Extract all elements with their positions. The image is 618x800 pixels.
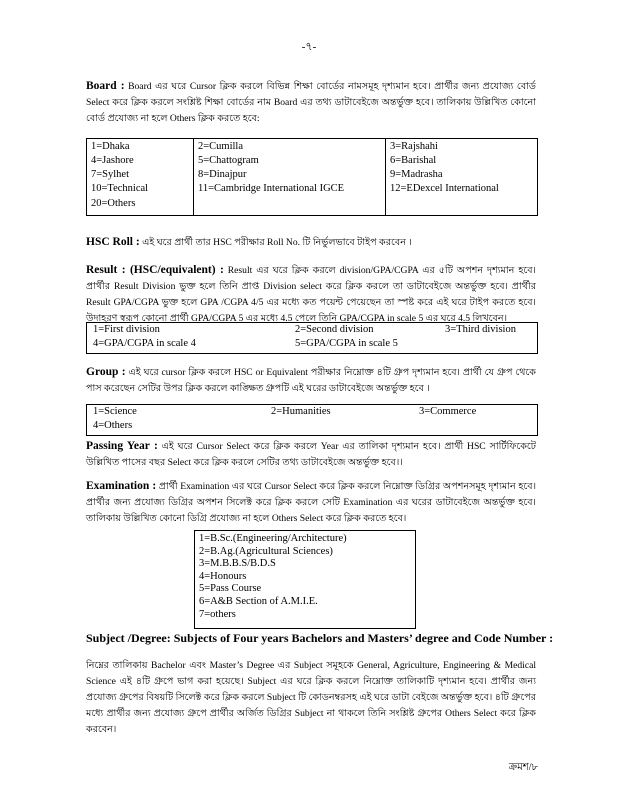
examination-option: 6=A&B Section of A.M.I.E. (199, 595, 318, 607)
result-option: 3=Third division (445, 324, 516, 335)
result-label: Result : (HSC/equivalent) : (86, 264, 224, 276)
passing-year-label: Passing Year : (86, 440, 158, 452)
column-divider (385, 139, 386, 215)
passing-year-paragraph (86, 438, 536, 471)
passing-year-description: এই ঘরে Cursor Select করে ক্লিক করলে Year এর তালিকা দৃশ্যমান হবে। প্রার্থী HSC সার্টিফিকেটে উল্লিখিত পাসের বছর Select করে ক্লিক করলে সেটির তথ্য ডাটাবেইজে অন্তর্ভুক্ত হবে।। (86, 441, 536, 468)
examination-options-list (194, 530, 416, 629)
group-description: এই ঘরে cursor ক্লিক করলে HSC or Equivalent পরীক্ষার নিম্নোক্ত ৪টি গ্রুপ দৃশ্যমান হবে। প্রার্থী যে গ্রুপ থেকে পাস করেছেন সেটির উপর ক্লিক করলে কাঙ্ক্ষিত গ্রুপটি এই ঘরের ডাটাবেইজে অন্তর্ভুক্ত হবে । (86, 367, 536, 394)
group-option: 3=Commerce (419, 406, 477, 417)
board-option: 2=Cumilla (198, 141, 244, 152)
column-divider (193, 139, 194, 215)
board-description: Board এর ঘরে Cursor ক্লিক করলে বিভিন্ন শিক্ষা বোর্ডের নামসমূহ দৃশ্যমান হবে। প্রার্থীর জন্য প্রযোজ্য বোর্ড Select করে ক্লিক করলে সংশ্লিষ্ট শিক্ষা বোর্ডের নাম Board এর তথ্য ডাটাবেইজে অন্তর্ভুক্ত হবে। তালিকায় উল্লিখিত কোনো বোর্ড প্রযোজ্য না হলে Others ক্লিক করতে হবে: (86, 81, 536, 124)
subject-paragraph: নিম্নের তালিকায় Bachelor এবং Master’s Degree এর Subject সমূহকে General, Agriculture, Engineering & Medical Science এই ৪টি গ্রুপে ভাগ করা হয়েছে। Subject এর ঘরে ক্লিক করলে নিম্নোক্ত তালিকাটি দৃশ্যমান হবে। প্রার্থীর জন্য প্রযোজ্য গ্রুপের বিষয়টি সিলেক্ট করে ক্লিক করলে Subject টি কোডনম্বরসহ এই ঘরে ডাটা বেইজে অন্তর্ভুক্ত হবে। ৪টি গ্রুপের মধ্যে প্রার্থীর জন্য প্রযোজ্য গ্রুপে প্রার্থীর অর্জিত ডিগ্রির Subject না থাকলে তিনি সংশ্লিষ্ট গ্রুপের Others Select করে ক্লিক করবেন। (86, 660, 536, 735)
board-label: Board : (86, 80, 125, 92)
board-paragraph (86, 78, 536, 127)
board-option: 7=Sylhet (91, 169, 130, 180)
hsc-roll-label: HSC Roll : (86, 236, 140, 248)
result-option: 5=GPA/CGPA in scale 5 (295, 338, 398, 349)
group-options-box (86, 404, 538, 436)
result-paragraph (86, 262, 536, 327)
continued-footer: ক্রমশ/৮ (508, 762, 538, 773)
group-option: 4=Others (93, 420, 133, 431)
result-option: 2=Second division (295, 324, 374, 335)
hsc-roll-description: এই ঘরে প্রার্থী তার HSC পরীক্ষার Roll No. টি নির্ভুলভাবে টাইপ করবেন । (139, 237, 412, 248)
examination-description: প্রার্থী Examination এর ঘরে Cursor Select করে ক্লিক করলে নিম্নোক্ত ডিগ্রির অপশনসমূহ দৃশ্যমান হবে। প্রার্থীর জন্য প্রযোজ্য ডিগ্রির অপশন সিলেক্ট করে ক্লিক করলে সেটি Examination এর ঘরের ডাটাবেইজে অন্তর্ভুক্ত হবে। তালিকায় উল্লিখিত কোনো ডিগ্রি প্রযোজ্য না হলে Others Select করে ক্লিক করতে হবে। (86, 481, 537, 524)
examination-option: 5=Pass Course (199, 583, 262, 595)
examination-option: 2=B.Ag.(Agricultural Sciences) (199, 545, 333, 557)
hsc-roll-paragraph (86, 234, 536, 251)
examination-option: 3=M.B.B.S/B.D.S (199, 558, 276, 570)
board-option: 12=EDexcel International (390, 183, 499, 194)
page-number: -৭- (301, 41, 317, 53)
board-option: 4=Jashore (91, 155, 134, 166)
board-option: 10=Technical (91, 183, 149, 194)
board-options-table (86, 138, 538, 216)
board-option: 9=Madrasha (390, 169, 443, 180)
examination-option: 1=B.Sc.(Engineering/Architecture) (199, 533, 347, 544)
examination-option: 4=Honours (199, 570, 247, 582)
board-option: 3=Rajshahi (390, 141, 438, 152)
board-option: 20=Others (91, 198, 136, 209)
result-option: 1=First division (93, 324, 160, 335)
examination-option: 7=others (199, 608, 236, 620)
examination-label: Examination : (86, 480, 157, 492)
board-option: 8=Dinajpur (198, 169, 247, 180)
board-option: 11=Cambridge International IGCE (198, 183, 345, 194)
group-label: Group : (86, 366, 126, 378)
group-paragraph (86, 364, 536, 397)
board-option: 1=Dhaka (91, 141, 130, 152)
result-description: Result এর ঘরে ক্লিক করলে division/GPA/CGPA এর ৫টি অপশন দৃশ্যমান হবে। প্রার্থীর Result Division ভুক্ত হলে তিনি প্রাপ্ত Division select করে ক্লিক করলে তা ডাটাবেইজে অন্তর্ভুক্ত হবে। প্রার্থীর Result GPA/CGPA ভুক্ত হলে GPA /CGPA 4/5 এর মধ্যে কত পয়েন্ট পেয়েছেন তা স্পষ্ট করে এই ঘরে টাইপ করতে হবে। উদাহরণ স্বরূপ কোনো প্রার্থী GPA/CGPA 5 এর মধ্যে 4.5 পেলে তিনি GPA/CGPA in scale 5 এর ঘরে 4.5 লিখবেন। (86, 265, 536, 324)
subject-heading: Subject /Degree: Subjects of Four years Bachelors and Masters’ degree and Code Number : (86, 631, 554, 645)
result-options-box (86, 322, 538, 354)
board-option: 5=Chattogram (198, 155, 259, 166)
board-option: 6=Barishal (390, 155, 437, 166)
group-option: 2=Humanities (271, 406, 331, 417)
group-option: 1=Science (93, 406, 137, 417)
result-option: 4=GPA/CGPA in scale 4 (93, 338, 196, 349)
examination-paragraph (86, 478, 536, 527)
